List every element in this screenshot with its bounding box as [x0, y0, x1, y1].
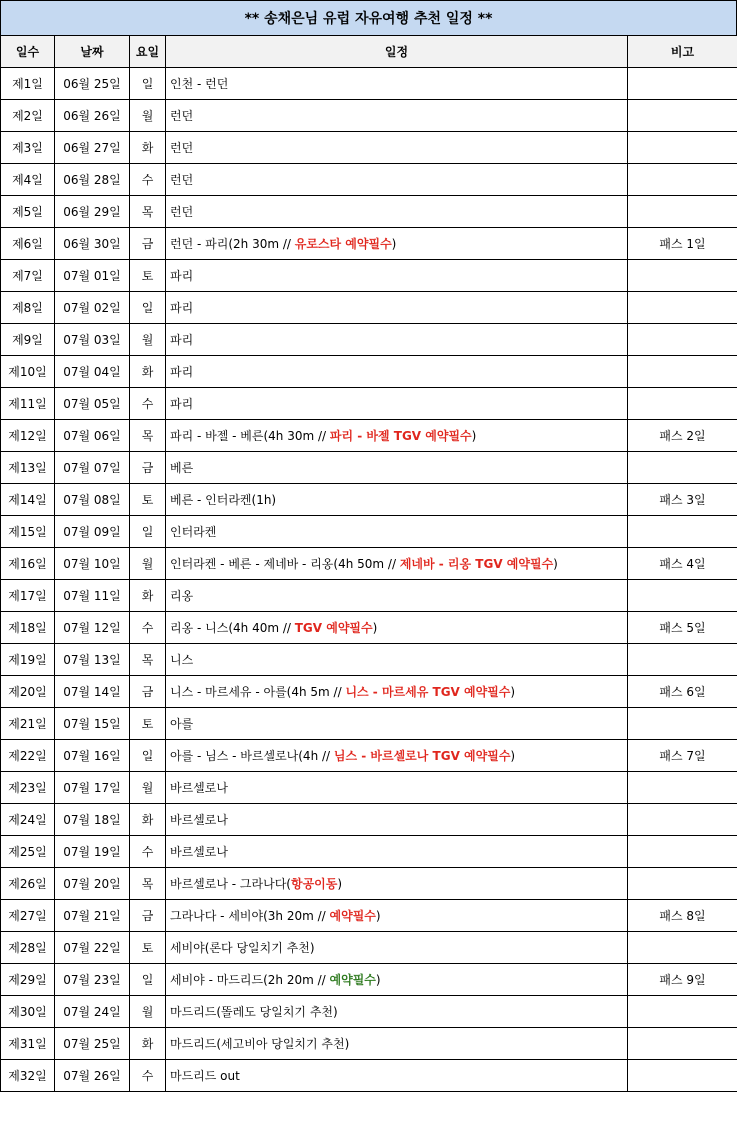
- header-note: 비고: [628, 36, 737, 67]
- date-cell: 07월 18일: [55, 803, 130, 835]
- schedule-text: 인터라켄: [170, 524, 217, 539]
- day-cell: 제29일: [1, 963, 55, 995]
- schedule-cell: [166, 451, 628, 483]
- schedule-cell: [166, 227, 628, 259]
- table-row: [1, 67, 737, 99]
- date-cell: 07월 26일: [55, 1059, 130, 1091]
- weekday-cell: 토: [130, 707, 166, 739]
- note-cell: 패스 3일: [628, 483, 737, 515]
- note-cell: [628, 451, 737, 483]
- header-schedule: 일정: [166, 36, 628, 67]
- date-cell: 07월 25일: [55, 1027, 130, 1059]
- note-cell: [628, 67, 737, 99]
- schedule-text: 세비야(론다 당일치기 추천): [170, 940, 315, 955]
- schedule-text: 니스 - 마르세유 - 아를(4h 5m //: [170, 684, 346, 699]
- table-row: [1, 867, 737, 899]
- note-cell: [628, 387, 737, 419]
- schedule-text: 파리: [170, 332, 194, 347]
- note-cell: [628, 931, 737, 963]
- header-day: 일수: [1, 36, 55, 67]
- day-cell: 제8일: [1, 291, 55, 323]
- note-cell: [628, 355, 737, 387]
- weekday-cell: 목: [130, 643, 166, 675]
- note-cell: 패스 4일: [628, 547, 737, 579]
- schedule-text: 바르셀로나: [170, 780, 228, 795]
- note-cell: 패스 5일: [628, 611, 737, 643]
- table-row: [1, 419, 737, 451]
- day-cell: 제16일: [1, 547, 55, 579]
- day-cell: 제23일: [1, 771, 55, 803]
- weekday-cell: 수: [130, 387, 166, 419]
- schedule-cell: [166, 163, 628, 195]
- table-row: [1, 675, 737, 707]
- weekday-cell: 일: [130, 67, 166, 99]
- day-cell: 제4일: [1, 163, 55, 195]
- itinerary-rows: [1, 67, 737, 1091]
- table-row: [1, 1027, 737, 1059]
- table-row: [1, 1059, 737, 1091]
- reservation-highlight: 예약필수: [329, 908, 376, 923]
- schedule-text: 베른 - 인터라켄(1h): [170, 492, 277, 507]
- schedule-suffix: ): [375, 972, 381, 987]
- table-row: [1, 739, 737, 771]
- schedule-suffix: ): [471, 428, 477, 443]
- header-weekday: 요일: [130, 36, 166, 67]
- table-row: [1, 291, 737, 323]
- schedule-cell: [166, 867, 628, 899]
- schedule-cell: [166, 1027, 628, 1059]
- date-cell: 07월 02일: [55, 291, 130, 323]
- date-cell: 07월 14일: [55, 675, 130, 707]
- date-cell: 07월 23일: [55, 963, 130, 995]
- note-cell: [628, 99, 737, 131]
- itinerary-table: [0, 36, 737, 1092]
- table-row: [1, 355, 737, 387]
- day-cell: 제10일: [1, 355, 55, 387]
- schedule-cell: [166, 483, 628, 515]
- day-cell: 제18일: [1, 611, 55, 643]
- day-cell: 제20일: [1, 675, 55, 707]
- note-cell: [628, 835, 737, 867]
- note-cell: [628, 579, 737, 611]
- reservation-highlight: 제네바 - 리옹 TGV 예약필수: [399, 556, 554, 571]
- reservation-highlight: 파리 - 바젤 TGV 예약필수: [329, 428, 472, 443]
- note-cell: 패스 9일: [628, 963, 737, 995]
- note-cell: 패스 2일: [628, 419, 737, 451]
- weekday-cell: 토: [130, 931, 166, 963]
- weekday-cell: 금: [130, 451, 166, 483]
- schedule-suffix: ): [337, 876, 343, 891]
- date-cell: 06월 29일: [55, 195, 130, 227]
- schedule-text: 리옹 - 니스(4h 40m //: [170, 620, 295, 635]
- schedule-text: 인천 - 런던: [170, 76, 229, 91]
- schedule-text: 니스: [170, 652, 194, 667]
- table-row: [1, 643, 737, 675]
- note-cell: [628, 1027, 737, 1059]
- schedule-suffix: ): [391, 236, 397, 251]
- table-row: [1, 579, 737, 611]
- weekday-cell: 목: [130, 867, 166, 899]
- date-cell: 07월 21일: [55, 899, 130, 931]
- table-row: [1, 483, 737, 515]
- schedule-cell: [166, 355, 628, 387]
- schedule-cell: [166, 995, 628, 1027]
- day-cell: 제15일: [1, 515, 55, 547]
- note-cell: [628, 1059, 737, 1091]
- day-cell: 제5일: [1, 195, 55, 227]
- schedule-cell: [166, 963, 628, 995]
- day-cell: 제6일: [1, 227, 55, 259]
- weekday-cell: 금: [130, 227, 166, 259]
- date-cell: 07월 06일: [55, 419, 130, 451]
- day-cell: 제28일: [1, 931, 55, 963]
- weekday-cell: 월: [130, 323, 166, 355]
- note-cell: [628, 291, 737, 323]
- day-cell: 제9일: [1, 323, 55, 355]
- table-row: [1, 259, 737, 291]
- schedule-cell: [166, 611, 628, 643]
- weekday-cell: 화: [130, 355, 166, 387]
- date-cell: 07월 08일: [55, 483, 130, 515]
- table-row: [1, 707, 737, 739]
- date-cell: 06월 28일: [55, 163, 130, 195]
- note-cell: [628, 515, 737, 547]
- schedule-text: 마드리드(똘레도 당일치기 추천): [170, 1004, 338, 1019]
- day-cell: 제7일: [1, 259, 55, 291]
- schedule-cell: [166, 131, 628, 163]
- date-cell: 07월 03일: [55, 323, 130, 355]
- schedule-text: 베른: [170, 460, 194, 475]
- day-cell: 제25일: [1, 835, 55, 867]
- schedule-cell: [166, 195, 628, 227]
- table-row: [1, 227, 737, 259]
- weekday-cell: 금: [130, 899, 166, 931]
- schedule-suffix: ): [510, 748, 516, 763]
- day-cell: 제11일: [1, 387, 55, 419]
- date-cell: 07월 10일: [55, 547, 130, 579]
- note-cell: 패스 8일: [628, 899, 737, 931]
- weekday-cell: 월: [130, 547, 166, 579]
- weekday-cell: 수: [130, 1059, 166, 1091]
- schedule-suffix: ): [553, 556, 558, 571]
- day-cell: 제12일: [1, 419, 55, 451]
- schedule-cell: [166, 515, 628, 547]
- schedule-text: 리옹: [170, 588, 194, 603]
- schedule-text: 바르셀로나 - 그라나다(: [170, 876, 291, 891]
- weekday-cell: 금: [130, 675, 166, 707]
- date-cell: 07월 15일: [55, 707, 130, 739]
- table-row: [1, 611, 737, 643]
- weekday-cell: 월: [130, 99, 166, 131]
- reservation-highlight: 항공이동: [290, 876, 338, 891]
- schedule-suffix: ): [510, 684, 516, 699]
- date-cell: 07월 19일: [55, 835, 130, 867]
- note-cell: [628, 707, 737, 739]
- date-cell: 07월 24일: [55, 995, 130, 1027]
- day-cell: 제24일: [1, 803, 55, 835]
- note-cell: [628, 867, 737, 899]
- table-row: [1, 771, 737, 803]
- weekday-cell: 토: [130, 483, 166, 515]
- schedule-cell: [166, 1059, 628, 1091]
- weekday-cell: 월: [130, 995, 166, 1027]
- weekday-cell: 화: [130, 579, 166, 611]
- date-cell: 07월 20일: [55, 867, 130, 899]
- reservation-highlight: TGV 예약필수: [294, 620, 373, 635]
- schedule-cell: [166, 931, 628, 963]
- header-row: [1, 36, 737, 67]
- schedule-cell: [166, 387, 628, 419]
- day-cell: 제3일: [1, 131, 55, 163]
- schedule-text: 바르셀로나: [170, 812, 228, 827]
- note-cell: 패스 1일: [628, 227, 737, 259]
- schedule-cell: [166, 771, 628, 803]
- table-row: [1, 899, 737, 931]
- weekday-cell: 화: [130, 1027, 166, 1059]
- table-row: [1, 163, 737, 195]
- table-row: [1, 995, 737, 1027]
- schedule-text: 런던: [170, 108, 194, 123]
- weekday-cell: 일: [130, 291, 166, 323]
- note-cell: [628, 803, 737, 835]
- table-row: [1, 547, 737, 579]
- table-row: [1, 963, 737, 995]
- date-cell: 06월 30일: [55, 227, 130, 259]
- day-cell: 제14일: [1, 483, 55, 515]
- date-cell: 07월 01일: [55, 259, 130, 291]
- table-row: [1, 195, 737, 227]
- note-cell: [628, 995, 737, 1027]
- date-cell: 07월 13일: [55, 643, 130, 675]
- reservation-highlight: 유로스타 예약필수: [294, 236, 392, 251]
- schedule-text: 바르셀로나: [170, 844, 228, 859]
- day-cell: 제2일: [1, 99, 55, 131]
- schedule-text: 마드리드(세고비아 당일치기 추천): [170, 1036, 350, 1051]
- schedule-cell: [166, 579, 628, 611]
- table-row: [1, 835, 737, 867]
- schedule-cell: [166, 707, 628, 739]
- note-cell: 패스 6일: [628, 675, 737, 707]
- date-cell: 06월 27일: [55, 131, 130, 163]
- weekday-cell: 목: [130, 419, 166, 451]
- schedule-text: 런던: [170, 140, 194, 155]
- reservation-highlight: 님스 - 바르셀로나 TGV 예약필수: [333, 748, 511, 763]
- day-cell: 제32일: [1, 1059, 55, 1091]
- day-cell: 제17일: [1, 579, 55, 611]
- schedule-text: 인터라켄 - 베른 - 제네바 - 리옹(4h 50m //: [170, 556, 400, 571]
- schedule-cell: [166, 419, 628, 451]
- day-cell: 제27일: [1, 899, 55, 931]
- weekday-cell: 토: [130, 259, 166, 291]
- schedule-cell: [166, 99, 628, 131]
- schedule-cell: [166, 547, 628, 579]
- schedule-text: 파리: [170, 396, 194, 411]
- schedule-cell: [166, 739, 628, 771]
- schedule-text: 마드리드 out: [170, 1068, 240, 1083]
- day-cell: 제22일: [1, 739, 55, 771]
- weekday-cell: 월: [130, 771, 166, 803]
- table-row: [1, 99, 737, 131]
- weekday-cell: 화: [130, 131, 166, 163]
- schedule-text: 파리 - 바젤 - 베른(4h 30m //: [170, 428, 330, 443]
- schedule-text: 런던: [170, 172, 194, 187]
- note-cell: [628, 259, 737, 291]
- date-cell: 06월 25일: [55, 67, 130, 99]
- schedule-text: 아를 - 님스 - 바르셀로나(4h //: [170, 748, 334, 763]
- note-cell: [628, 195, 737, 227]
- schedule-cell: [166, 675, 628, 707]
- header-date: 날짜: [55, 36, 130, 67]
- schedule-text: 세비야 - 마드리드(2h 20m //: [170, 972, 330, 987]
- schedule-text: 파리: [170, 268, 194, 283]
- note-cell: [628, 323, 737, 355]
- schedule-text: 런던 - 파리(2h 30m //: [170, 236, 295, 251]
- table-row: [1, 387, 737, 419]
- date-cell: 07월 12일: [55, 611, 130, 643]
- schedule-cell: [166, 323, 628, 355]
- date-cell: 06월 26일: [55, 99, 130, 131]
- schedule-cell: [166, 291, 628, 323]
- day-cell: 제30일: [1, 995, 55, 1027]
- table-row: [1, 131, 737, 163]
- schedule-cell: [166, 643, 628, 675]
- schedule-suffix: ): [375, 908, 381, 923]
- weekday-cell: 화: [130, 803, 166, 835]
- day-cell: 제26일: [1, 867, 55, 899]
- weekday-cell: 수: [130, 835, 166, 867]
- note-cell: 패스 7일: [628, 739, 737, 771]
- schedule-cell: [166, 67, 628, 99]
- schedule-cell: [166, 259, 628, 291]
- schedule-text: 아를: [170, 716, 194, 731]
- day-cell: 제21일: [1, 707, 55, 739]
- note-cell: [628, 163, 737, 195]
- sheet-title: ** 송채은님 유럽 자유여행 추천 일정 **: [0, 0, 737, 36]
- weekday-cell: 일: [130, 963, 166, 995]
- date-cell: 07월 07일: [55, 451, 130, 483]
- table-row: [1, 803, 737, 835]
- date-cell: 07월 17일: [55, 771, 130, 803]
- day-cell: 제1일: [1, 67, 55, 99]
- table-row: [1, 323, 737, 355]
- schedule-text: 파리: [170, 364, 194, 379]
- date-cell: 07월 04일: [55, 355, 130, 387]
- schedule-text: 파리: [170, 300, 194, 315]
- day-cell: 제13일: [1, 451, 55, 483]
- schedule-cell: [166, 899, 628, 931]
- table-row: [1, 931, 737, 963]
- day-cell: 제31일: [1, 1027, 55, 1059]
- weekday-cell: 일: [130, 739, 166, 771]
- day-cell: 제19일: [1, 643, 55, 675]
- reservation-highlight: 니스 - 마르세유 TGV 예약필수: [345, 684, 511, 699]
- note-cell: [628, 643, 737, 675]
- date-cell: 07월 16일: [55, 739, 130, 771]
- table-row: [1, 515, 737, 547]
- weekday-cell: 수: [130, 163, 166, 195]
- date-cell: 07월 22일: [55, 931, 130, 963]
- schedule-cell: [166, 835, 628, 867]
- schedule-text: 그라나다 - 세비야(3h 20m //: [170, 908, 330, 923]
- note-cell: [628, 771, 737, 803]
- schedule-suffix: ): [372, 620, 378, 635]
- schedule-cell: [166, 803, 628, 835]
- table-row: [1, 451, 737, 483]
- schedule-text: 런던: [170, 204, 194, 219]
- reservation-highlight: 예약필수: [329, 972, 376, 987]
- date-cell: 07월 09일: [55, 515, 130, 547]
- weekday-cell: 일: [130, 515, 166, 547]
- date-cell: 07월 11일: [55, 579, 130, 611]
- weekday-cell: 수: [130, 611, 166, 643]
- weekday-cell: 목: [130, 195, 166, 227]
- date-cell: 07월 05일: [55, 387, 130, 419]
- note-cell: [628, 131, 737, 163]
